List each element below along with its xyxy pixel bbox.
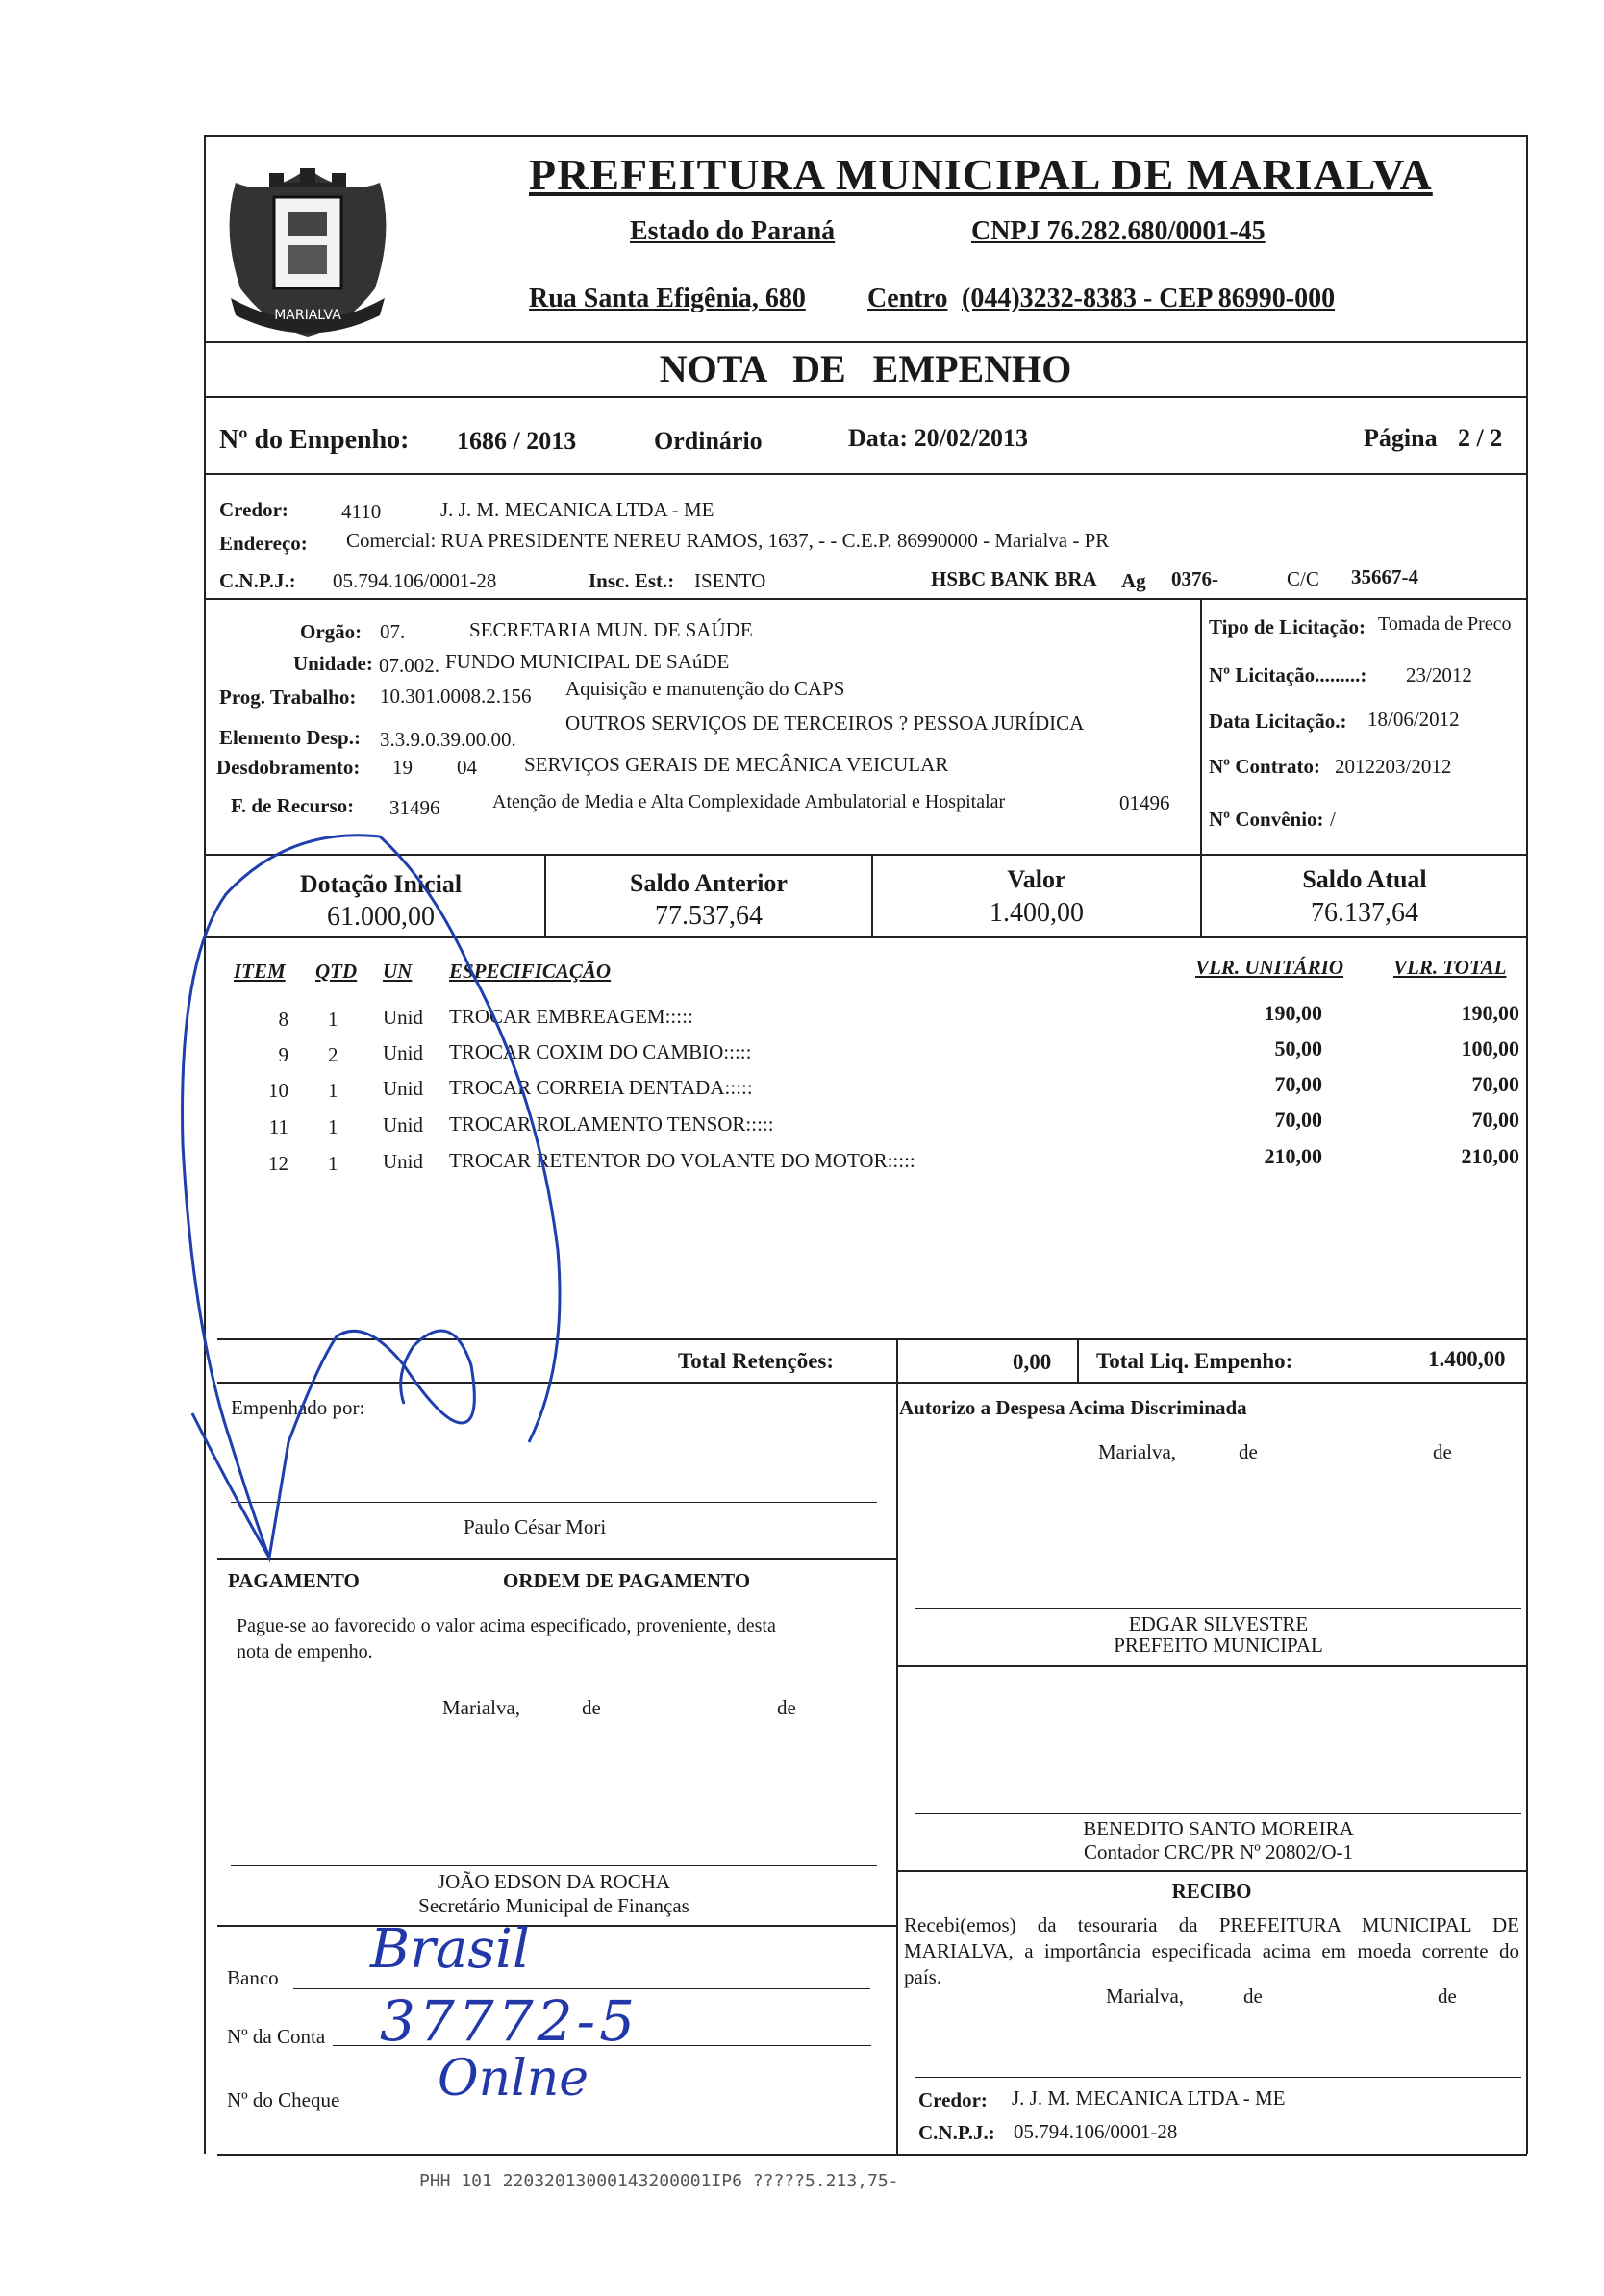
- item-12-number: 12: [268, 1152, 288, 1175]
- pague-se-text-2: nota de empenho.: [237, 1641, 373, 1662]
- item-9-total: 100,00: [1461, 1036, 1519, 1061]
- empenho-number-label: Nº do Empenho:: [219, 425, 410, 455]
- col-item: ITEM: [234, 960, 286, 983]
- autorizo-de-2: de: [1433, 1440, 1452, 1463]
- svg-text:MARIALVA: MARIALVA: [274, 308, 341, 323]
- item-8-unit: 190,00: [1264, 1001, 1322, 1025]
- recibo-city: Marialva,: [1106, 1984, 1185, 2008]
- col-spec: ESPECIFICAÇÃO: [449, 960, 612, 983]
- pagamento-label: PAGAMENTO: [228, 1569, 360, 1592]
- tipo-licitacao: Tomada de Preco: [1378, 613, 1512, 635]
- footer-code: PHH 101 22032013000143200001IP6 ?????5.213,75-: [419, 2171, 899, 2191]
- autorizo-de-1: de: [1239, 1440, 1258, 1463]
- orgao-label: Orgão:: [300, 620, 363, 643]
- secretario-name: JOÃO EDSON DA ROCHA: [437, 1870, 671, 1893]
- secretario-role: Secretário Municipal de Finanças: [418, 1894, 689, 1917]
- unidade-name: FUNDO MUNICIPAL DE SAúDE: [445, 650, 730, 673]
- page-number: 2 / 2: [1458, 424, 1503, 452]
- recibo-de-2: de: [1438, 1984, 1457, 2008]
- contador-name: BENEDITO SANTO MOREIRA: [1083, 1817, 1354, 1840]
- contador-role: Contador CRC/PR Nº 20802/O-1: [1083, 1840, 1354, 1863]
- desdobramento-code-a: 19: [392, 756, 413, 779]
- total-retencoes-label: Total Retenções:: [678, 1349, 835, 1373]
- item-10-un: Unid: [383, 1077, 423, 1100]
- prog-label: Prog. Trabalho:: [219, 686, 357, 709]
- conta-label: Nº da Conta: [227, 2025, 326, 2048]
- elemento-label: Elemento Desp.:: [219, 726, 361, 749]
- licitacao-number-label: Nº Licitação.........:: [1209, 663, 1367, 686]
- convenio-number: /: [1330, 808, 1336, 831]
- cheque-handwritten: Onlne: [438, 2050, 589, 2108]
- ordem-pagamento-label: ORDEM DE PAGAMENTO: [503, 1569, 751, 1592]
- elemento-code: 3.3.9.0.39.00.00.: [380, 728, 516, 751]
- unidade-code: 07.002.: [379, 654, 439, 677]
- pagamento-de-1: de: [582, 1696, 601, 1719]
- prefeitura-title: PREFEITURA MUNICIPAL DE MARIALVA: [529, 150, 1433, 199]
- item-10-number: 10: [268, 1079, 288, 1102]
- dotacao-label: Dotação Inicial: [299, 870, 463, 898]
- total-retencoes-value: 0,00: [1013, 1350, 1052, 1374]
- street-address: Rua Santa Efigênia, 680: [529, 284, 806, 313]
- total-liq-label: Total Liq. Empenho:: [1096, 1349, 1293, 1373]
- recibo-title: RECIBO: [1171, 1880, 1252, 1903]
- credor-code: 4110: [341, 500, 382, 523]
- unidade-label: Unidade:: [293, 652, 373, 675]
- receipt-credor-label: Credor:: [918, 2088, 988, 2111]
- convenio-label: Nº Convênio:: [1209, 808, 1324, 831]
- recurso-description: Atenção de Media e Alta Complexidade Ambulatorial e Hospitalar: [492, 791, 1006, 812]
- prog-description: Aquisição e manutenção do CAPS: [565, 677, 845, 700]
- recurso-label: F. de Recurso:: [231, 794, 355, 817]
- item-9-number: 9: [278, 1043, 288, 1066]
- cc-label: C/C: [1287, 567, 1319, 590]
- item-9-qtd: 2: [328, 1043, 338, 1066]
- credor-name: J. J. M. MECANICA LTDA - ME: [440, 498, 714, 521]
- prefeito-role: PREFEITO MUNICIPAL: [1114, 1634, 1323, 1657]
- item-11-spec: TROCAR ROLAMENTO TENSOR:::::: [449, 1112, 774, 1136]
- phone-cep: (044)3232-8383 - CEP 86990-000: [962, 284, 1336, 313]
- district: Centro: [867, 284, 948, 313]
- autorizo-text: Autorizo a Despesa Acima Discriminada: [899, 1396, 1247, 1419]
- prefeito-name: EDGAR SILVESTRE: [1128, 1612, 1309, 1635]
- item-9-spec: TROCAR COXIM DO CAMBIO:::::: [449, 1040, 752, 1063]
- empenhado-por-name: Paulo César Mori: [464, 1515, 607, 1538]
- prog-code: 10.301.0008.2.156: [380, 685, 532, 708]
- col-unit-value: VLR. UNITÁRIO: [1195, 956, 1344, 979]
- insc-label: Insc. Est.:: [589, 569, 675, 592]
- pague-se-text: Pague-se ao favorecido o valor acima especificado, proveniente, desta: [237, 1615, 776, 1636]
- pagamento-city: Marialva,: [442, 1696, 521, 1719]
- elemento-description: OUTROS SERVIÇOS DE TERCEIROS ? PESSOA JURÍDICA: [565, 711, 1085, 735]
- desdobramento-label: Desdobramento:: [216, 756, 361, 779]
- doc-title: NOTA DE EMPENHO: [659, 347, 1072, 390]
- item-11-un: Unid: [383, 1113, 423, 1136]
- empenhado-por-label: Empenhado por:: [231, 1396, 365, 1419]
- licitacao-date-label: Data Licitação.:: [1209, 710, 1347, 733]
- recurso-code-2: 01496: [1119, 791, 1170, 814]
- banco-label: Banco: [227, 1966, 279, 1989]
- orgao-code: 07.: [380, 620, 406, 643]
- bank-name: HSBC BANK BRA: [931, 567, 1097, 590]
- credor-label: Credor:: [219, 498, 288, 521]
- recibo-text-2: MARIALVA, a importância especificada acima em moeda corrente do: [904, 1939, 1519, 1962]
- col-un: UN: [383, 960, 413, 983]
- licitacao-date: 18/06/2012: [1367, 708, 1460, 731]
- recurso-code: 31496: [389, 796, 440, 819]
- item-10-spec: TROCAR CORREIA DENTADA:::::: [449, 1076, 753, 1099]
- contrato-label: Nº Contrato:: [1209, 755, 1320, 778]
- item-8-qtd: 1: [328, 1008, 338, 1031]
- receipt-cnpj-label: C.N.P.J.:: [918, 2121, 995, 2144]
- saldo-anterior-label: Saldo Anterior: [630, 869, 788, 897]
- coat-of-arms-icon: [212, 144, 404, 346]
- tipo-licitacao-label: Tipo de Licitação:: [1209, 615, 1366, 638]
- item-10-total: 70,00: [1471, 1072, 1519, 1096]
- receipt-cnpj: 05.794.106/0001-28: [1014, 2120, 1178, 2143]
- banco-handwritten: Brasil: [370, 1918, 530, 1981]
- handwritten-loop-signature: [173, 827, 596, 1577]
- page-label: Página: [1364, 424, 1438, 452]
- orgao-name: SECRETARIA MUN. DE SAÚDE: [469, 618, 753, 641]
- item-12-unit: 210,00: [1264, 1144, 1322, 1168]
- credor-cnpj: 05.794.106/0001-28: [333, 569, 497, 592]
- credor-address: Comercial: RUA PRESIDENTE NEREU RAMOS, 1637, - - C.E.P. 86990000 - Marialva - PR: [346, 529, 1110, 552]
- contrato-number: 2012203/2012: [1335, 755, 1452, 778]
- col-total-value: VLR. TOTAL: [1393, 956, 1507, 979]
- empenho-number: 1686 / 2013: [457, 427, 577, 455]
- recibo-de-1: de: [1243, 1984, 1263, 2008]
- cnpj-prefeitura: CNPJ 76.282.680/0001-45: [971, 216, 1266, 246]
- valor-label: Valor: [1007, 865, 1066, 893]
- empenho-date: Data: 20/02/2013: [848, 424, 1029, 452]
- autorizo-city: Marialva,: [1098, 1440, 1177, 1463]
- item-8-total: 190,00: [1461, 1001, 1519, 1025]
- cc-number: 35667-4: [1351, 565, 1418, 588]
- recibo-text-3: país.: [904, 1965, 942, 1988]
- desdobramento-code-b: 04: [457, 756, 477, 779]
- licitacao-number: 23/2012: [1406, 663, 1472, 686]
- recibo-text-1: Recebi(emos) da tesouraria da PREFEITURA MUNICIPAL DE: [904, 1913, 1519, 1936]
- item-8-spec: TROCAR EMBREAGEM:::::: [449, 1005, 693, 1028]
- item-9-unit: 50,00: [1274, 1036, 1322, 1061]
- desdobramento-description: SERVIÇOS GERAIS DE MECÂNICA VEICULAR: [524, 753, 949, 776]
- total-liq-value: 1.400,00: [1428, 1347, 1506, 1371]
- conta-handwritten: 37772-5: [380, 1988, 639, 2054]
- item-8-number: 8: [278, 1008, 288, 1031]
- empenho-type: Ordinário: [654, 427, 763, 455]
- address-label: Endereço:: [219, 532, 308, 555]
- state-name: Estado do Paraná: [630, 216, 836, 246]
- agency-label: Ag: [1121, 569, 1146, 592]
- cheque-label: Nº do Cheque: [227, 2088, 340, 2111]
- item-12-total: 210,00: [1461, 1144, 1519, 1168]
- dotacao-value: 61.000,00: [327, 902, 435, 932]
- saldo-atual-value: 76.137,64: [1311, 898, 1418, 928]
- col-qtd: QTD: [315, 960, 358, 983]
- item-12-un: Unid: [383, 1150, 423, 1173]
- item-9-un: Unid: [383, 1041, 423, 1064]
- saldo-anterior-value: 77.537,64: [655, 901, 763, 931]
- pagamento-de-2: de: [777, 1696, 796, 1719]
- agency-number: 0376-: [1171, 567, 1218, 590]
- item-12-qtd: 1: [328, 1152, 338, 1175]
- item-11-qtd: 1: [328, 1115, 338, 1138]
- item-12-spec: TROCAR RETENTOR DO VOLANTE DO MOTOR:::::: [449, 1149, 915, 1172]
- item-11-number: 11: [268, 1115, 288, 1138]
- item-11-total: 70,00: [1471, 1108, 1519, 1132]
- insc-value: ISENTO: [694, 569, 766, 592]
- item-8-un: Unid: [383, 1006, 423, 1029]
- saldo-atual-label: Saldo Atual: [1302, 865, 1427, 893]
- item-11-unit: 70,00: [1274, 1108, 1322, 1132]
- item-10-unit: 70,00: [1274, 1072, 1322, 1096]
- receipt-credor-name: J. J. M. MECANICA LTDA - ME: [1012, 2086, 1286, 2109]
- valor-value: 1.400,00: [990, 898, 1084, 928]
- item-10-qtd: 1: [328, 1079, 338, 1102]
- cnpj-label: C.N.P.J.:: [219, 569, 296, 592]
